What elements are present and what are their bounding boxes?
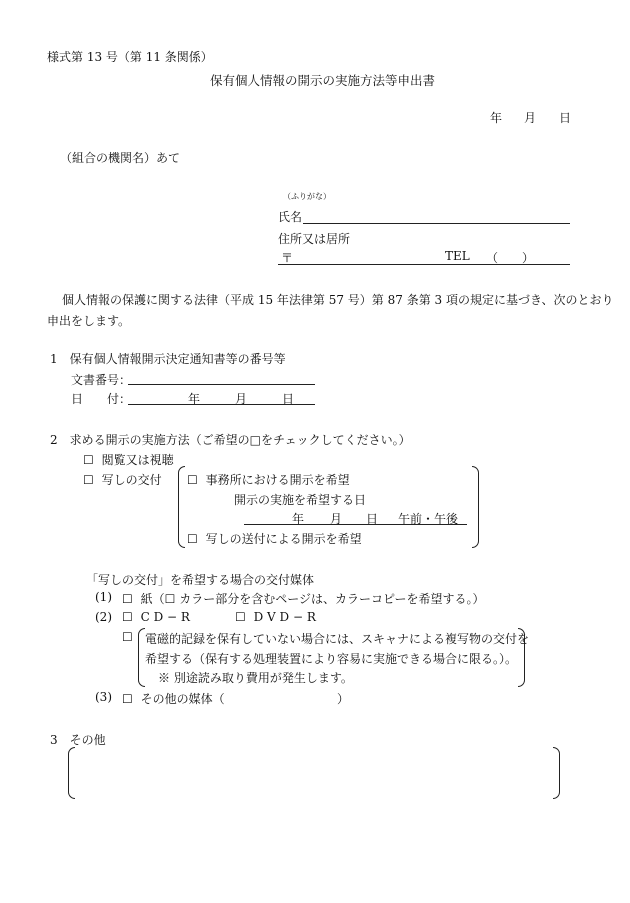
- media-heading: 「写しの交付」を希望する場合の交付媒体: [86, 573, 315, 587]
- address-field[interactable]: [278, 264, 570, 265]
- dvdr-checkbox[interactable]: ☐: [235, 610, 246, 624]
- notice-date-field[interactable]: [128, 404, 315, 405]
- notice-date-day: 日: [282, 392, 295, 406]
- name-label: 氏名: [278, 210, 303, 224]
- copy-option-label: 写しの交付: [101, 473, 162, 487]
- mail-checkbox[interactable]: ☐: [187, 532, 198, 546]
- intro-line-2: 申出をします。: [47, 314, 131, 328]
- postal-mark: 〒: [281, 251, 294, 265]
- color-copy-note: カラー部分を含むページは、カラーコピーを希望する。）: [179, 592, 485, 606]
- doc-number-field[interactable]: [128, 384, 315, 385]
- office-option-label: 事務所における開示を希望: [205, 473, 350, 487]
- section2-heading: 2 求める開示の実施方法（ご希望の□をチェックしてください。）: [50, 433, 411, 447]
- desired-day: 日: [366, 512, 379, 526]
- other-media-label: その他の媒体（: [140, 692, 225, 706]
- scan-line-1: 電磁的記録を保有していない場合には、スキャナによる複写物の交付を: [145, 632, 530, 646]
- scan-bracket-left: [138, 628, 145, 687]
- view-checkbox[interactable]: ☐: [83, 453, 94, 467]
- desired-date-label: 開示の実施を希望する日: [234, 493, 367, 507]
- notice-date-month: 月: [235, 392, 248, 406]
- media-number-1: (1): [95, 590, 112, 604]
- tel-paren: （ ）: [486, 251, 535, 265]
- cdr-label: C D − R: [140, 610, 190, 624]
- intro-line-1: 個人情報の保護に関する法律（平成 15 年法律第 57 号）第 87 条第 3 項の規定に基づき、次のとおり: [62, 293, 614, 307]
- color-copy-checkbox[interactable]: ☐: [164, 592, 176, 606]
- copy-options-bracket-left: [178, 466, 185, 548]
- desired-date-field[interactable]: [244, 524, 467, 525]
- desired-year: 年: [292, 512, 305, 526]
- paper-checkbox[interactable]: ☐: [122, 592, 133, 606]
- desired-month: 月: [330, 512, 343, 526]
- section1-heading: 1 保有個人情報開示決定通知書等の番号等: [50, 352, 286, 366]
- notice-date-year: 年: [188, 392, 201, 406]
- date-month: 月: [524, 111, 537, 125]
- office-checkbox[interactable]: ☐: [187, 473, 198, 487]
- furigana-label: （ふりがな）: [283, 192, 331, 201]
- copy-options-bracket-right: [472, 466, 479, 548]
- scan-checkbox[interactable]: ☐: [122, 630, 133, 644]
- cdr-checkbox[interactable]: ☐: [122, 610, 133, 624]
- page-title: 保有個人情報の開示の実施方法等申出書: [210, 73, 436, 88]
- view-option-label: 閲覧又は視聴: [101, 453, 174, 467]
- other-bracket-left: [68, 747, 75, 799]
- date-year: 年: [490, 111, 503, 125]
- date-day: 日: [559, 111, 572, 125]
- notice-date-label: 日 付：: [71, 392, 132, 406]
- name-field[interactable]: [303, 223, 570, 224]
- other-media-close: ）: [337, 692, 350, 706]
- scan-fee-note: ※ 別途読み取り費用が発生します。: [158, 671, 353, 685]
- mail-option-label: 写しの送付による開示を希望: [205, 532, 362, 546]
- other-media-checkbox[interactable]: ☐: [122, 692, 133, 706]
- media-number-3: (3): [95, 690, 112, 704]
- dvdr-label: D V D − R: [253, 610, 316, 624]
- am-pm-label[interactable]: 午前・午後: [398, 512, 459, 526]
- other-notes-field[interactable]: [80, 750, 548, 794]
- section3-heading: 3 その他: [50, 733, 106, 747]
- media-number-2: (2): [95, 610, 112, 624]
- copy-checkbox[interactable]: ☐: [83, 473, 94, 487]
- form-number: 様式第 13 号（第 11 条関係）: [47, 50, 213, 64]
- address-label: 住所又は居所: [278, 232, 351, 246]
- other-bracket-right: [553, 747, 560, 799]
- tel-label: TEL: [445, 249, 470, 263]
- paper-label: 紙（: [140, 592, 165, 606]
- doc-number-label: 文書番号：: [71, 373, 132, 387]
- scan-line-2: 希望する（保有する処理装置により容易に実施できる場合に限る。）。: [145, 652, 518, 666]
- addressee: （組合の機関名）あて: [60, 151, 181, 165]
